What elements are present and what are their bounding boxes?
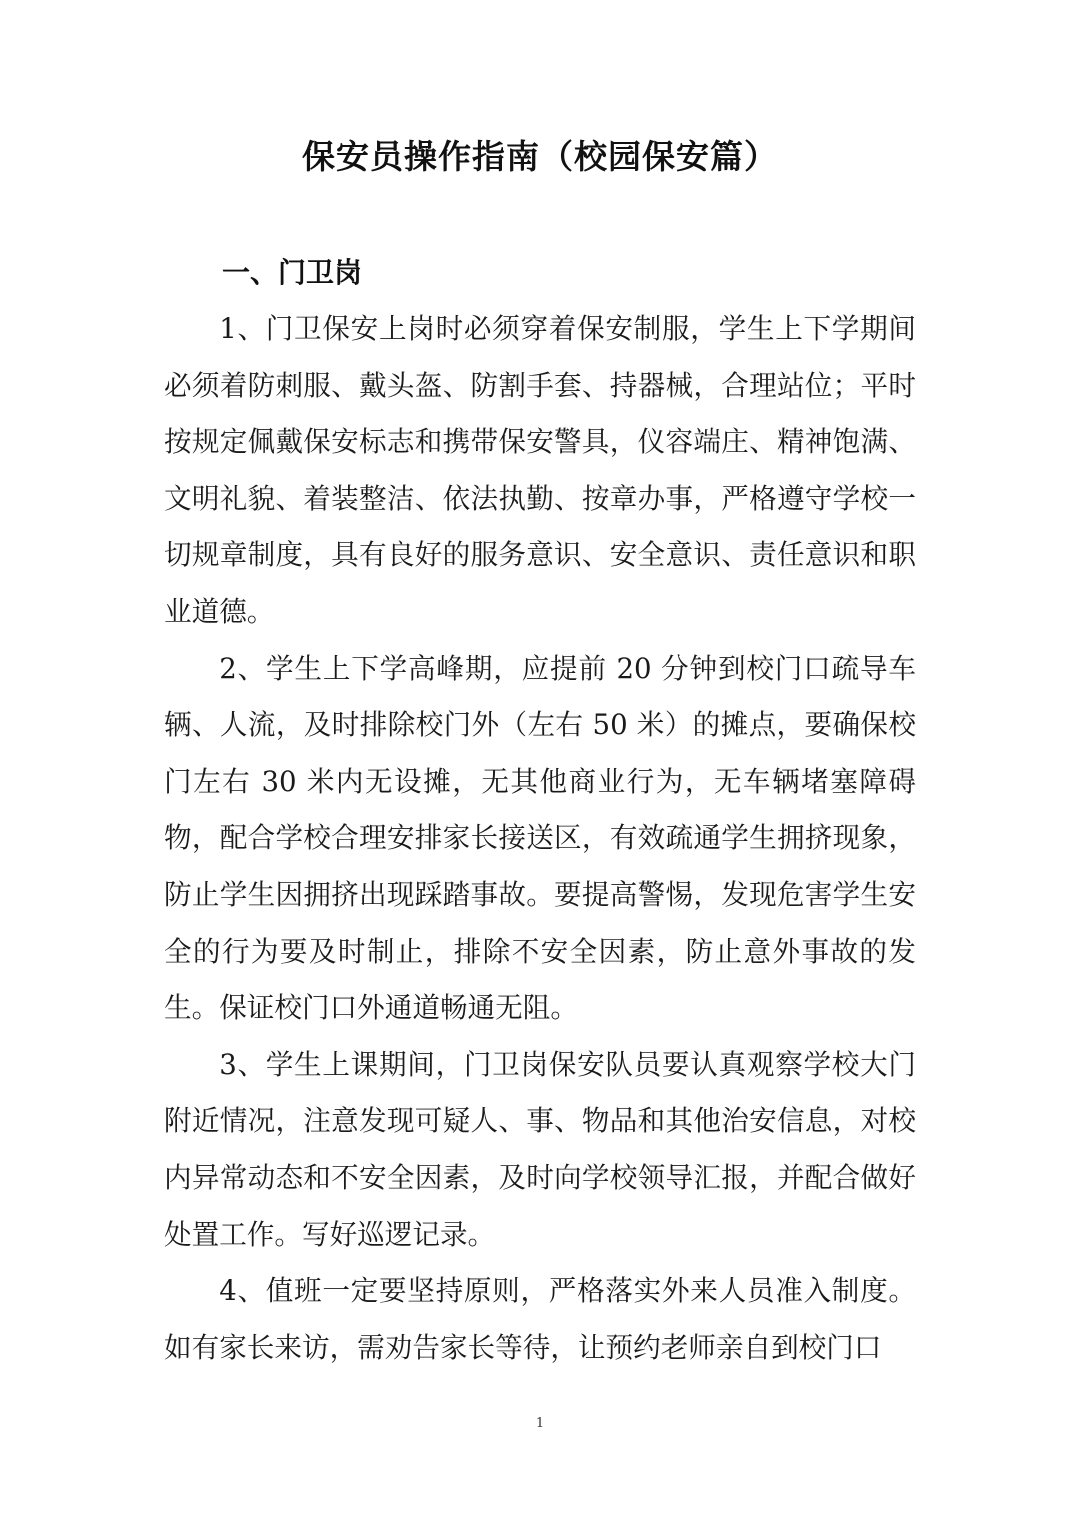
- page-number: 1: [535, 1416, 545, 1431]
- section-heading: 一、门卫岗: [222, 256, 363, 289]
- body-text: [164, 301, 916, 1376]
- paragraph-2: 2、学生上下学高峰期，应提前 20 分钟到校门口疏导车辆、人流，及时排除校门外（左右 50 米）的摊点，要确保校门左右 30 米内无设摊，无其他商业行为，无车辆堵塞障碍物，配合学校合理安排家长接送区，有效疏通学生拥挤现象，防止学生因拥挤出现踩踏事故。要提高警惕，发现危害学生安全的行为要及时制止，排除不安全因素，防止意外事故的发生。保证校门口外通道畅通无阻。: [164, 651, 916, 1025]
- paragraph-4: 4、值班一定要坚持原则，严格落实外来人员准入制度。如有家长来访，需劝告家长等待，让预约老师亲自到校门口: [164, 1274, 916, 1364]
- paragraph-3: 3、学生上课期间，门卫岗保安队员要认真观察学校大门附近情况，注意发现可疑人、事、物品和其他治安信息，对校内异常动态和不安全因素，及时向学校领导汇报，并配合做好处置工作。写好巡逻记录。: [164, 1047, 916, 1251]
- document-title: 保安员操作指南（校园保安篇）: [302, 137, 778, 176]
- paragraph-1: 1、门卫保安上岗时必须穿着保安制服，学生上下学期间必须着防刺服、戴头盔、防割手套、持器械，合理站位；平时按规定佩戴保安标志和携带保安警具，仪容端庄、精神饱满、文明礼貌、着装整洁、依法执勤、按章办事，严格遵守学校一切规章制度，具有良好的服务意识、安全意识、责任意识和职业道德。: [164, 312, 916, 628]
